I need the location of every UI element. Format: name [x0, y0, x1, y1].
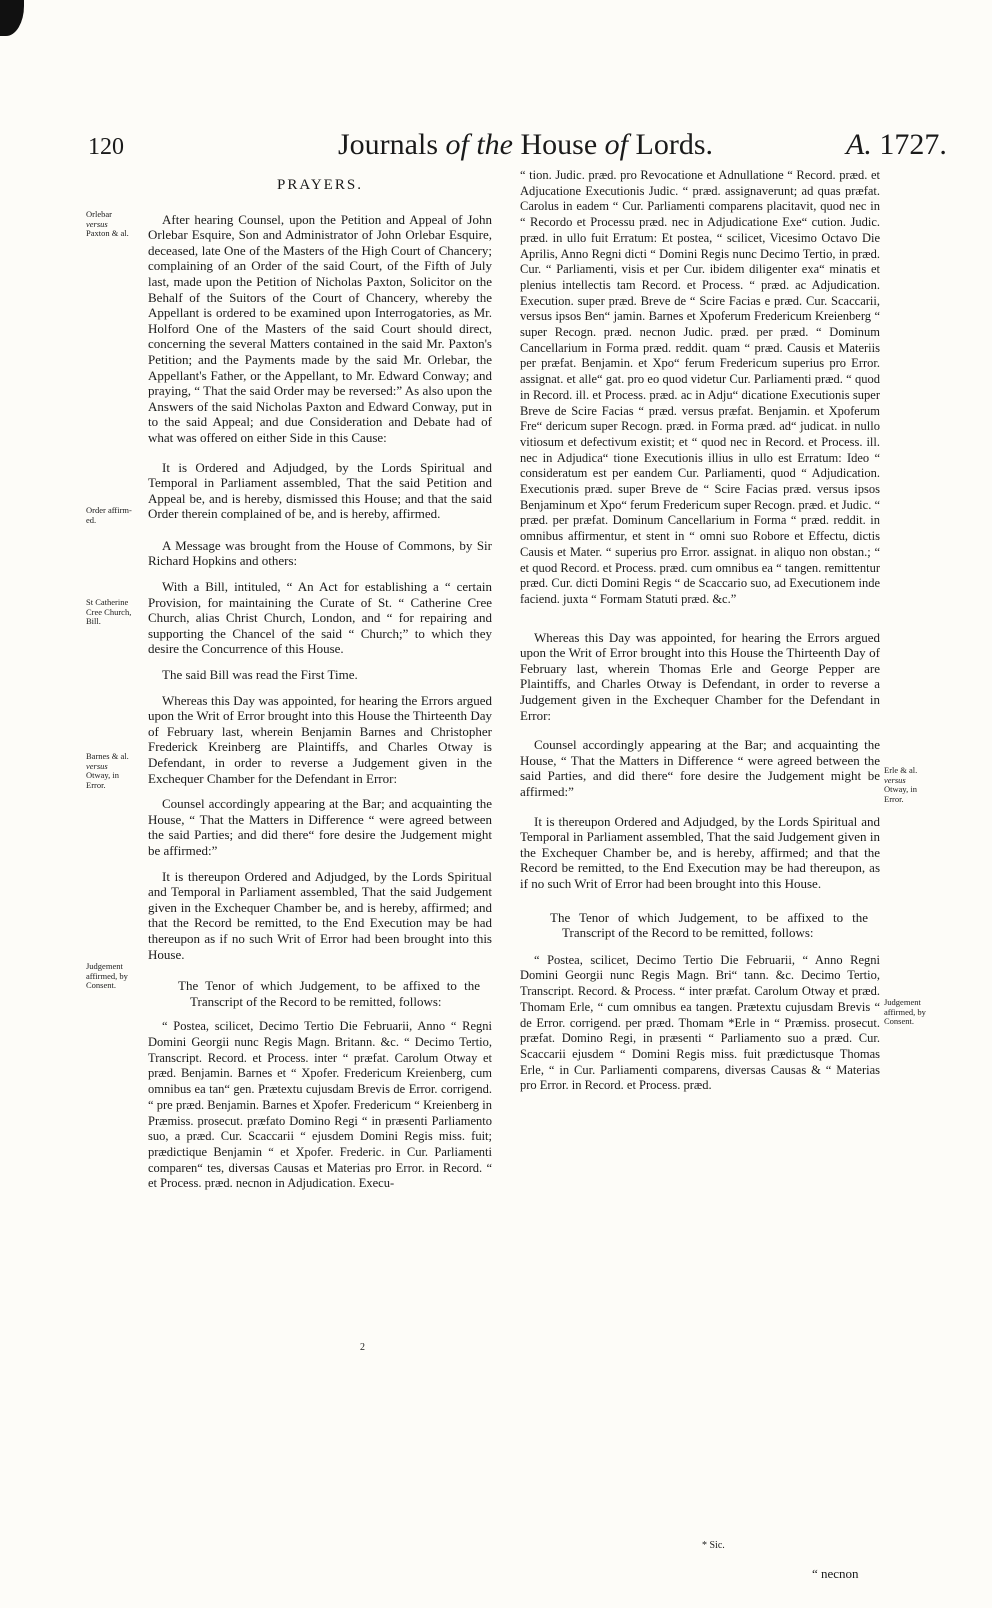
year-heading: A. 1727.	[846, 128, 947, 161]
margin-note-st-catherine: St Catherine Cree Church, Bill.	[86, 597, 132, 626]
bill-title-paragraph: With a Bill, intituled, “ An Act for establishing a “ certain Provision, for maintaining the Curate of St. “ Catherine Cree Church, alias Christ Church, London, and “ for repairing and supporting the Chancel of the said “ Church;” to which they desire the Concurrence of this House.	[148, 579, 492, 657]
margin-note-barnes: Barnes & al. versus Otway, in Error.	[86, 751, 129, 790]
footnote-sic: * Sic.	[702, 1540, 725, 1551]
margin-note-judgement-consent-2: Judgement affirmed, by Consent.	[884, 997, 926, 1026]
latin-judgement-continued: “ tion. Judic. præd. pro Revocatione et Adnullatione “ Record. præd. et Adjucatione Executionis Judic. “ præd. assignaverunt; ad quas præfat. Carolus in eadem “ Cur. Parliamenti comparens placitavit, quod nec in “ Recordo et Processu præd. nec in Adjudicatione Exe“ cution. Judic. præd. in ullo fuit Erratum: Et postea, “ scilicet, Vicesimo Octavo Die Aprilis, Anno Regni dicti “ Domini Regis nunc Decimo Tertio, in præd. Cur. “ Parliamenti, visis et per Cur. ibidem diligenter exa“ minatis et plenius intellectis tam Record. et Process. “ præd. ac Adjudication. Execution. super præd. Breve de “ Scire Facias e præd. Cur. Scaccarii, versus ipsos Ben“ jamin. Barnes et Xpoferum Fredericum Kreienberg “ super Recogn. præd. necnon Judic. præd. per præd. “ Dominum Cancellarium in Forma præd. reddit. quam “ præd. Causis et Materiis per præfat. Benjamin. et Xpo“ ferum Fredericum superius pro Error. assignat. et alle“ gat. pro eo quod videtur Cur. Parliamenti præd. “ quod in Record. ill. et Process. præd. ac in Adju“ dicatione Executionis super Breve de Scire Facias “ præd. versus præfat. Benjamin. et Xpoferum Fre“ dericum super Recogn. præd. in Forma præd. ad“ judicat. in nullo vitiosum et defectivum existit; et “ quod nec in Record. et Process. ill. nec in Adjudica“ tione Executionis illius in ullo est Erratum: Ideo “ consideratum est per eandem Cur. Parliamenti, quod “ Adjudication. Executionis præd. super Breve de “ Scire Facias præd. versus ipsos Benjaminum et Xpo“ ferum Fredericum super Recogn. præd. et Judic. “ præd. per præfat. Dominum Cancellarium in Forma “ præd. reddit. in omnibus affirmentur, et stent in “ omni suo Robore et Effectu, dictis Causis et Mater. “ superius pro Error. assignat. in aliquo non obstan.; “ et quod Record. et Process. præd. cum omnibus ea “ tangen. remittentur præd. Cur. dicti Domini Regis “ de Scaccario suo, ad Executionem inde faciend. juxta “ Formam Statuti præd. &c.”	[520, 168, 880, 606]
judgement-affirmed-paragraph-2: It is thereupon Ordered and Adjudged, by the Lords Spiritual and Temporal in Parliament assembled, That the said Judgement given in the Exchequer Chamber be, and is hereby, affirmed; and that the Record be remitted, to the End Execution may be had thereupon, as if no such Writ of Error had been brought into this House.	[520, 813, 880, 891]
counsel-appearing-paragraph: Counsel accordingly appearing at the Bar; and acquainting the House, “ That the Matters in Difference “ were agreed between the said Parties; and did there“ fore desire the Judgement might be affirmed:”	[148, 796, 492, 858]
prayers-heading: PRAYERS.	[277, 177, 363, 193]
orlebar-appeal-paragraph: After hearing Counsel, upon the Petition and Appeal of John Orlebar Esquire, Son and Administrator of John Orlebar Esquire, deceased, late One of the Masters of the High Court of Chancery; complaining of an Order of the said Court, of the Fifth of July last, made upon the Petition of Nicholas Paxton, Solicitor on the Behalf of the Suitors of the Court of Chancery, whereby the Appellant is ordered to be examined upon Interrogatories, as Mr. Holford One of the Masters of the said Court should direct, concerning the several Matters contained in the said Mr. Paxton's Petition; and the Payments made by the said Mr. Orlebar, the Appellant's Father, or the Appellant, to Mr. Edward Conway; and praying, “ That the said Order may be reversed:” As also upon the Answers of the said Nicholas Paxton and Edward Conway, put in to the said Appeal; and due Consideration and Debate had of what was offered on either Side in this Cause:	[148, 211, 492, 445]
margin-note-judgement-consent: Judgement affirmed, by Consent.	[86, 961, 128, 990]
running-header	[0, 126, 992, 166]
latin-judgement-text-2: “ Postea, scilicet, Decimo Tertio Die Februarii, “ Anno Regni Domini Georgii nunc Regis Magn. Bri“ tann. &c. Decimo Tertio, Transcript. Record. & Process. “ inter præfat. Carolum Otway et præd. Thomam Erle, “ cum omnibus ea tangen. Prætextu cujusdam Brevis “ de Error. corrigend. per præd. Thomam *Erle in “ Præmiss. prosecut. præfat. Domino Regi, in præsenti “ Parliamento suo a præd. Cur. Scaccarii ejusdem “ Domini Regis miss. fuit prædictusque Thomas Erle, “ in Cur. Parliamenti comparens, diversas Causas & “ Materias pro Error. in Record. et Process. præd.	[520, 952, 880, 1093]
message-from-commons-paragraph: A Message was brought from the House of Commons, by Sir Richard Hopkins and others:	[148, 537, 492, 569]
signature-mark: 2	[360, 1342, 365, 1353]
tenor-paragraph: The Tenor of which Judgement, to be affixed to the Transcript of the Record to be remitted, follows:	[178, 978, 480, 1009]
page-title: Journals of the House of Lords.	[338, 128, 713, 161]
judgement-affirmed-paragraph: It is thereupon Ordered and Adjudged, by the Lords Spiritual and Temporal in Parliament assembled, That the said Judgement given in the Exchequer Chamber be, and is hereby, affirmed; and that the Record be remitted, to the End Execution may be had thereupon as if no such Writ of Error had been brought into this House.	[148, 868, 492, 962]
counsel-appearing-paragraph-2: Counsel accordingly appearing at the Bar; and acquainting the House, “ That the Matters in Difference “ were agreed between the said Parties, and did there“ fore desire the Judgement might be affirmed:”	[520, 737, 880, 800]
erle-error-paragraph: Whereas this Day was appointed, for hearing the Errors argued upon the Writ of Error brought into this House the Thirteenth Day of February last, wherein Thomas Erle and George Pepper are Plaintiffs, and Charles Otway is Defendant, in order to reverse a Judgement given in the Exchequer Chamber for the Defendant in Error:	[520, 629, 880, 723]
page-corner-mark	[0, 0, 24, 36]
latin-judgement-text: “ Postea, scilicet, Decimo Tertio Die Februarii, Anno “ Regni Domini Georgii nunc Regis Magn. Britann. &c. “ Decimo Tertio, Transcript. Record. et Process. inter “ præfat. Carolum Otway et præd. Benjamin. Barnes et “ Xpofer. Fredericum Kreienberg, cum omnibus ea tan“ gen. Prætextu cujusdam Brevis de Error. corrigend. “ pre præd. Benjamin. Barnes et Xpofer. Fredericum “ Kreienberg in Præmiss. prosecut. præfato Domino Regi “ in præsenti Parliamento suo, a præd. Cur. Scaccarii “ ejusdem Domini Regis miss. fuit; prædictique Benjamin “ et Xpofer. Frederic. in Cur. Parliamenti comparen“ tes, diversas Causas et Materias pro Error. in Record. “ et Process. præd. necnon in Adjudication. Execu-	[148, 1019, 492, 1191]
bill-read-paragraph: The said Bill was read the First Time.	[162, 667, 358, 683]
left-column	[148, 170, 492, 1202]
margin-note-order-affirmed: Order affirm- ed.	[86, 505, 132, 525]
page-number: 120	[88, 134, 124, 160]
barnes-error-paragraph: Whereas this Day was appointed, for hearing the Errors argued upon the Writ of Error brought into this House the Thirteenth Day of February last, wherein Benjamin Barnes and Christopher Frederick Kreinberg are Plaintiffs, and Charles Otway is Defendant, in order to reverse a Judgement given in the Exchequer Chamber for the Defendant in Error:	[148, 692, 492, 786]
catchword: “ necnon	[812, 1566, 859, 1581]
right-column	[520, 168, 880, 1104]
tenor-paragraph-2: The Tenor of which Judgement, to be affixed to the Transcript of the Record to be remitted, follows:	[550, 909, 868, 941]
margin-note-erle: Erle & al. versus Otway, in Error.	[884, 765, 918, 804]
margin-note-orlebar: Orlebar versus Paxton & al.	[86, 209, 129, 238]
order-affirmed-paragraph: It is Ordered and Adjudged, by the Lords Spiritual and Temporal in Parliament assembled, That the said Petition and Appeal be, and is hereby, dismissed this House; and that the said Order therein complained of be, and is hereby, affirmed.	[148, 459, 492, 522]
